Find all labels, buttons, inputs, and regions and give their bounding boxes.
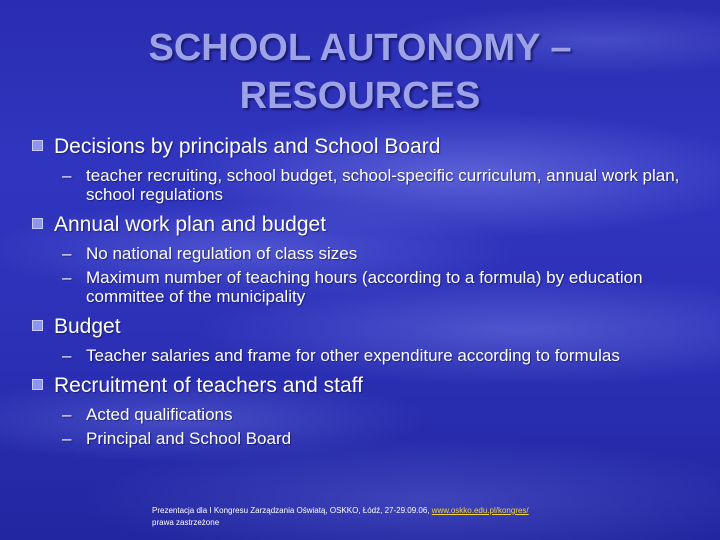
sub-item: [32, 429, 702, 448]
dash-icon: –: [62, 244, 72, 263]
sub-text: No national regulation of class sizes: [86, 244, 358, 263]
bullet-square-icon: [32, 218, 43, 229]
bullet-text: Decisions by principals and School Board: [54, 135, 441, 158]
sub-list: [32, 166, 702, 204]
dash-icon: –: [62, 405, 72, 424]
sub-text: Teacher salaries and frame for other expenditure according to formulas: [86, 346, 620, 365]
sub-list: [32, 244, 702, 306]
bullet-item: [32, 373, 702, 399]
slide-title: [60, 24, 660, 120]
bullet-square-icon: [32, 320, 43, 331]
sub-item: [32, 244, 702, 263]
dash-icon: –: [62, 166, 72, 185]
title-line-1: SCHOOL AUTONOMY –: [148, 27, 572, 69]
title-line-2: RESOURCES: [239, 75, 481, 117]
sub-text: Acted qualifications: [86, 405, 233, 424]
dash-icon: –: [62, 346, 72, 365]
footer-link[interactable]: www.oskko.edu.pl/kongres/: [431, 506, 529, 515]
bullet-text: Budget: [54, 315, 121, 338]
bullet-square-icon: [32, 379, 43, 390]
sub-text: teacher recruiting, school budget, school-specific curriculum, annual work plan, school regulations: [86, 166, 680, 204]
sub-text: Principal and School Board: [86, 429, 292, 448]
sub-item: [32, 268, 702, 306]
bullet-item: [32, 134, 702, 160]
sub-list: [32, 405, 702, 448]
bullet-list: [32, 134, 702, 456]
sub-list: [32, 346, 702, 365]
bullet-text: Recruitment of teachers and staff: [54, 374, 363, 397]
bullet-item: [32, 212, 702, 238]
sub-item: [32, 166, 702, 204]
bullet-text: Annual work plan and budget: [54, 213, 327, 236]
slide-footer: [152, 505, 632, 529]
bullet-square-icon: [32, 140, 43, 151]
dash-icon: –: [62, 429, 72, 448]
footer-text: Prezentacja dla I Kongresu Zarządzania Oświatą, OSKKO, Łódź, 27-29.09.06,: [152, 506, 432, 515]
sub-text: Maximum number of teaching hours (according to a formula) by education committee of the municipality: [86, 268, 643, 306]
dash-icon: –: [62, 268, 72, 287]
footer-rights: prawa zastrzeżone: [152, 518, 220, 527]
sub-item: [32, 346, 702, 365]
sub-item: [32, 405, 702, 424]
bullet-item: [32, 314, 702, 340]
